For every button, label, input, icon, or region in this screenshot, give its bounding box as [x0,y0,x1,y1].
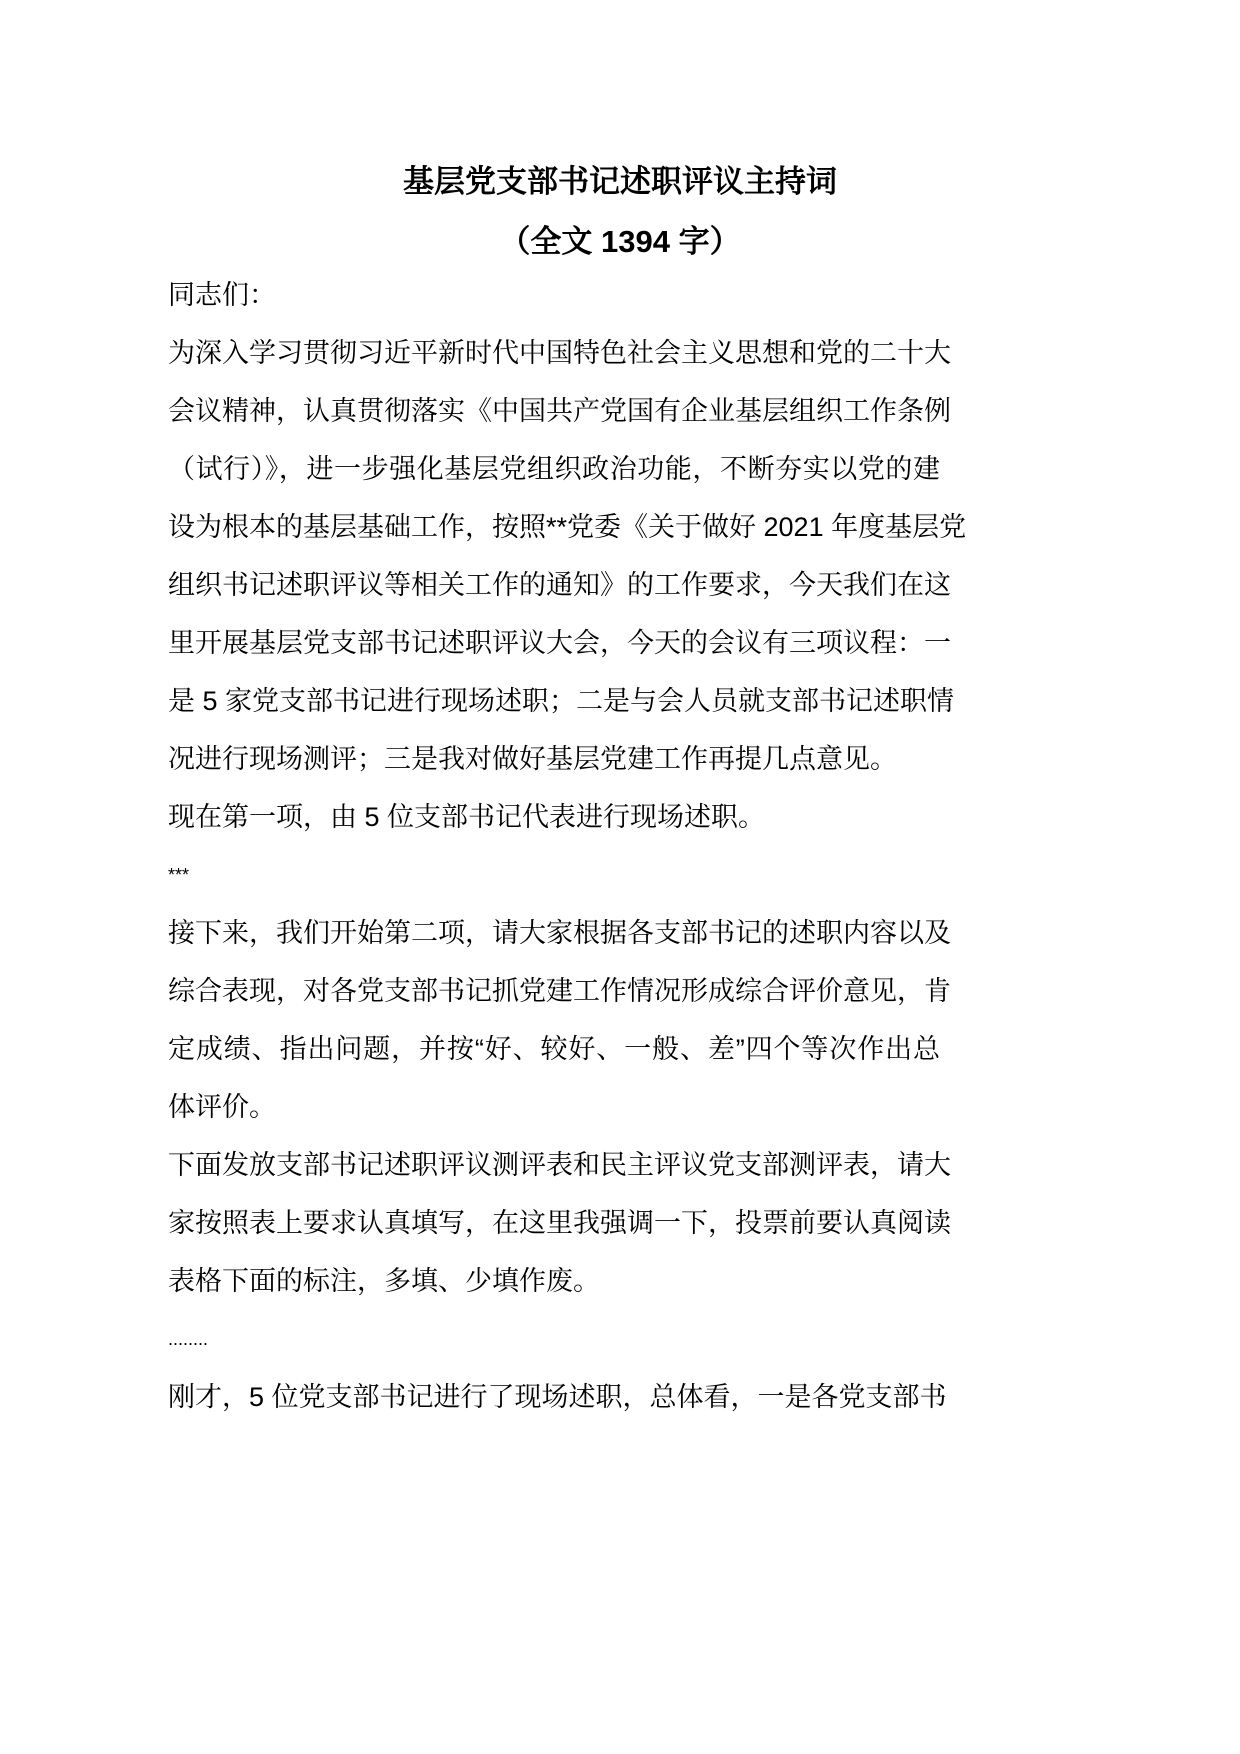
text-line: 现在第一项，由 5 位支部书记代表进行现场述职。 [168,802,766,832]
paragraph [168,1310,940,1368]
text-line: 组织书记述职评议等相关工作的通知》的工作要求，今天我们在这 [168,570,951,600]
document-subtitle: （全文 1394 字） [499,224,741,259]
text-line: 设为根本的基层基础工作，按照**党委《关于做好 2021 年度基层党 [168,512,967,542]
document-body [168,266,967,1426]
text-line: 体评价。 [168,1092,276,1122]
text-line: 里开展基层党支部书记述职评议大会，今天的会议有三项议程：一 [168,628,951,658]
text-line: 定成绩、指出问题，并按“好、较好、一般、差”四个等次作出总 [168,1034,940,1064]
text-line: 刚才，5 位党支部书记进行了现场述职，总体看，一是各党支部书 [168,1382,947,1412]
text-line: 综合表现，对各党支部书记抓党建工作情况形成综合评价意见，肯 [168,976,951,1006]
text-line: 下面发放支部书记述职评议测评表和民主评议党支部测评表，请大 [168,1150,951,1180]
text-line: 会议精神，认真贯彻落实《中国共产党国有企业基层组织工作条例 [168,396,951,426]
text-line: 表格下面的标注，多填、少填作废。 [168,1266,600,1296]
text-line: *** [168,865,190,885]
document-title: 基层党支部书记述职评议主持词 [403,164,837,199]
text-line: 况进行现场测评；三是我对做好基层党建工作再提几点意见。 [168,744,897,774]
text-line: 接下来，我们开始第二项，请大家根据各支部书记的述职内容以及 [168,918,951,948]
text-line: 是 5 家党支部书记进行现场述职；二是与会人员就支部书记述职情 [168,686,955,716]
paragraph [168,846,940,904]
paragraph [168,324,967,788]
paragraph [168,904,951,1136]
paragraph [168,788,940,846]
text-line: （试行）》，进一步强化基层党组织政治功能，不断夯实以党的建 [168,454,940,484]
text-line: 家按照表上要求认真填写，在这里我强调一下，投票前要认真阅读 [168,1208,951,1238]
text-line: ........ [168,1329,209,1349]
paragraph [168,266,940,324]
text-line: 为深入学习贯彻习近平新时代中国特色社会主义思想和党的二十大 [168,338,951,368]
text-line: 同志们： [168,280,276,310]
paragraph [168,1136,951,1310]
paragraph [168,1368,947,1426]
